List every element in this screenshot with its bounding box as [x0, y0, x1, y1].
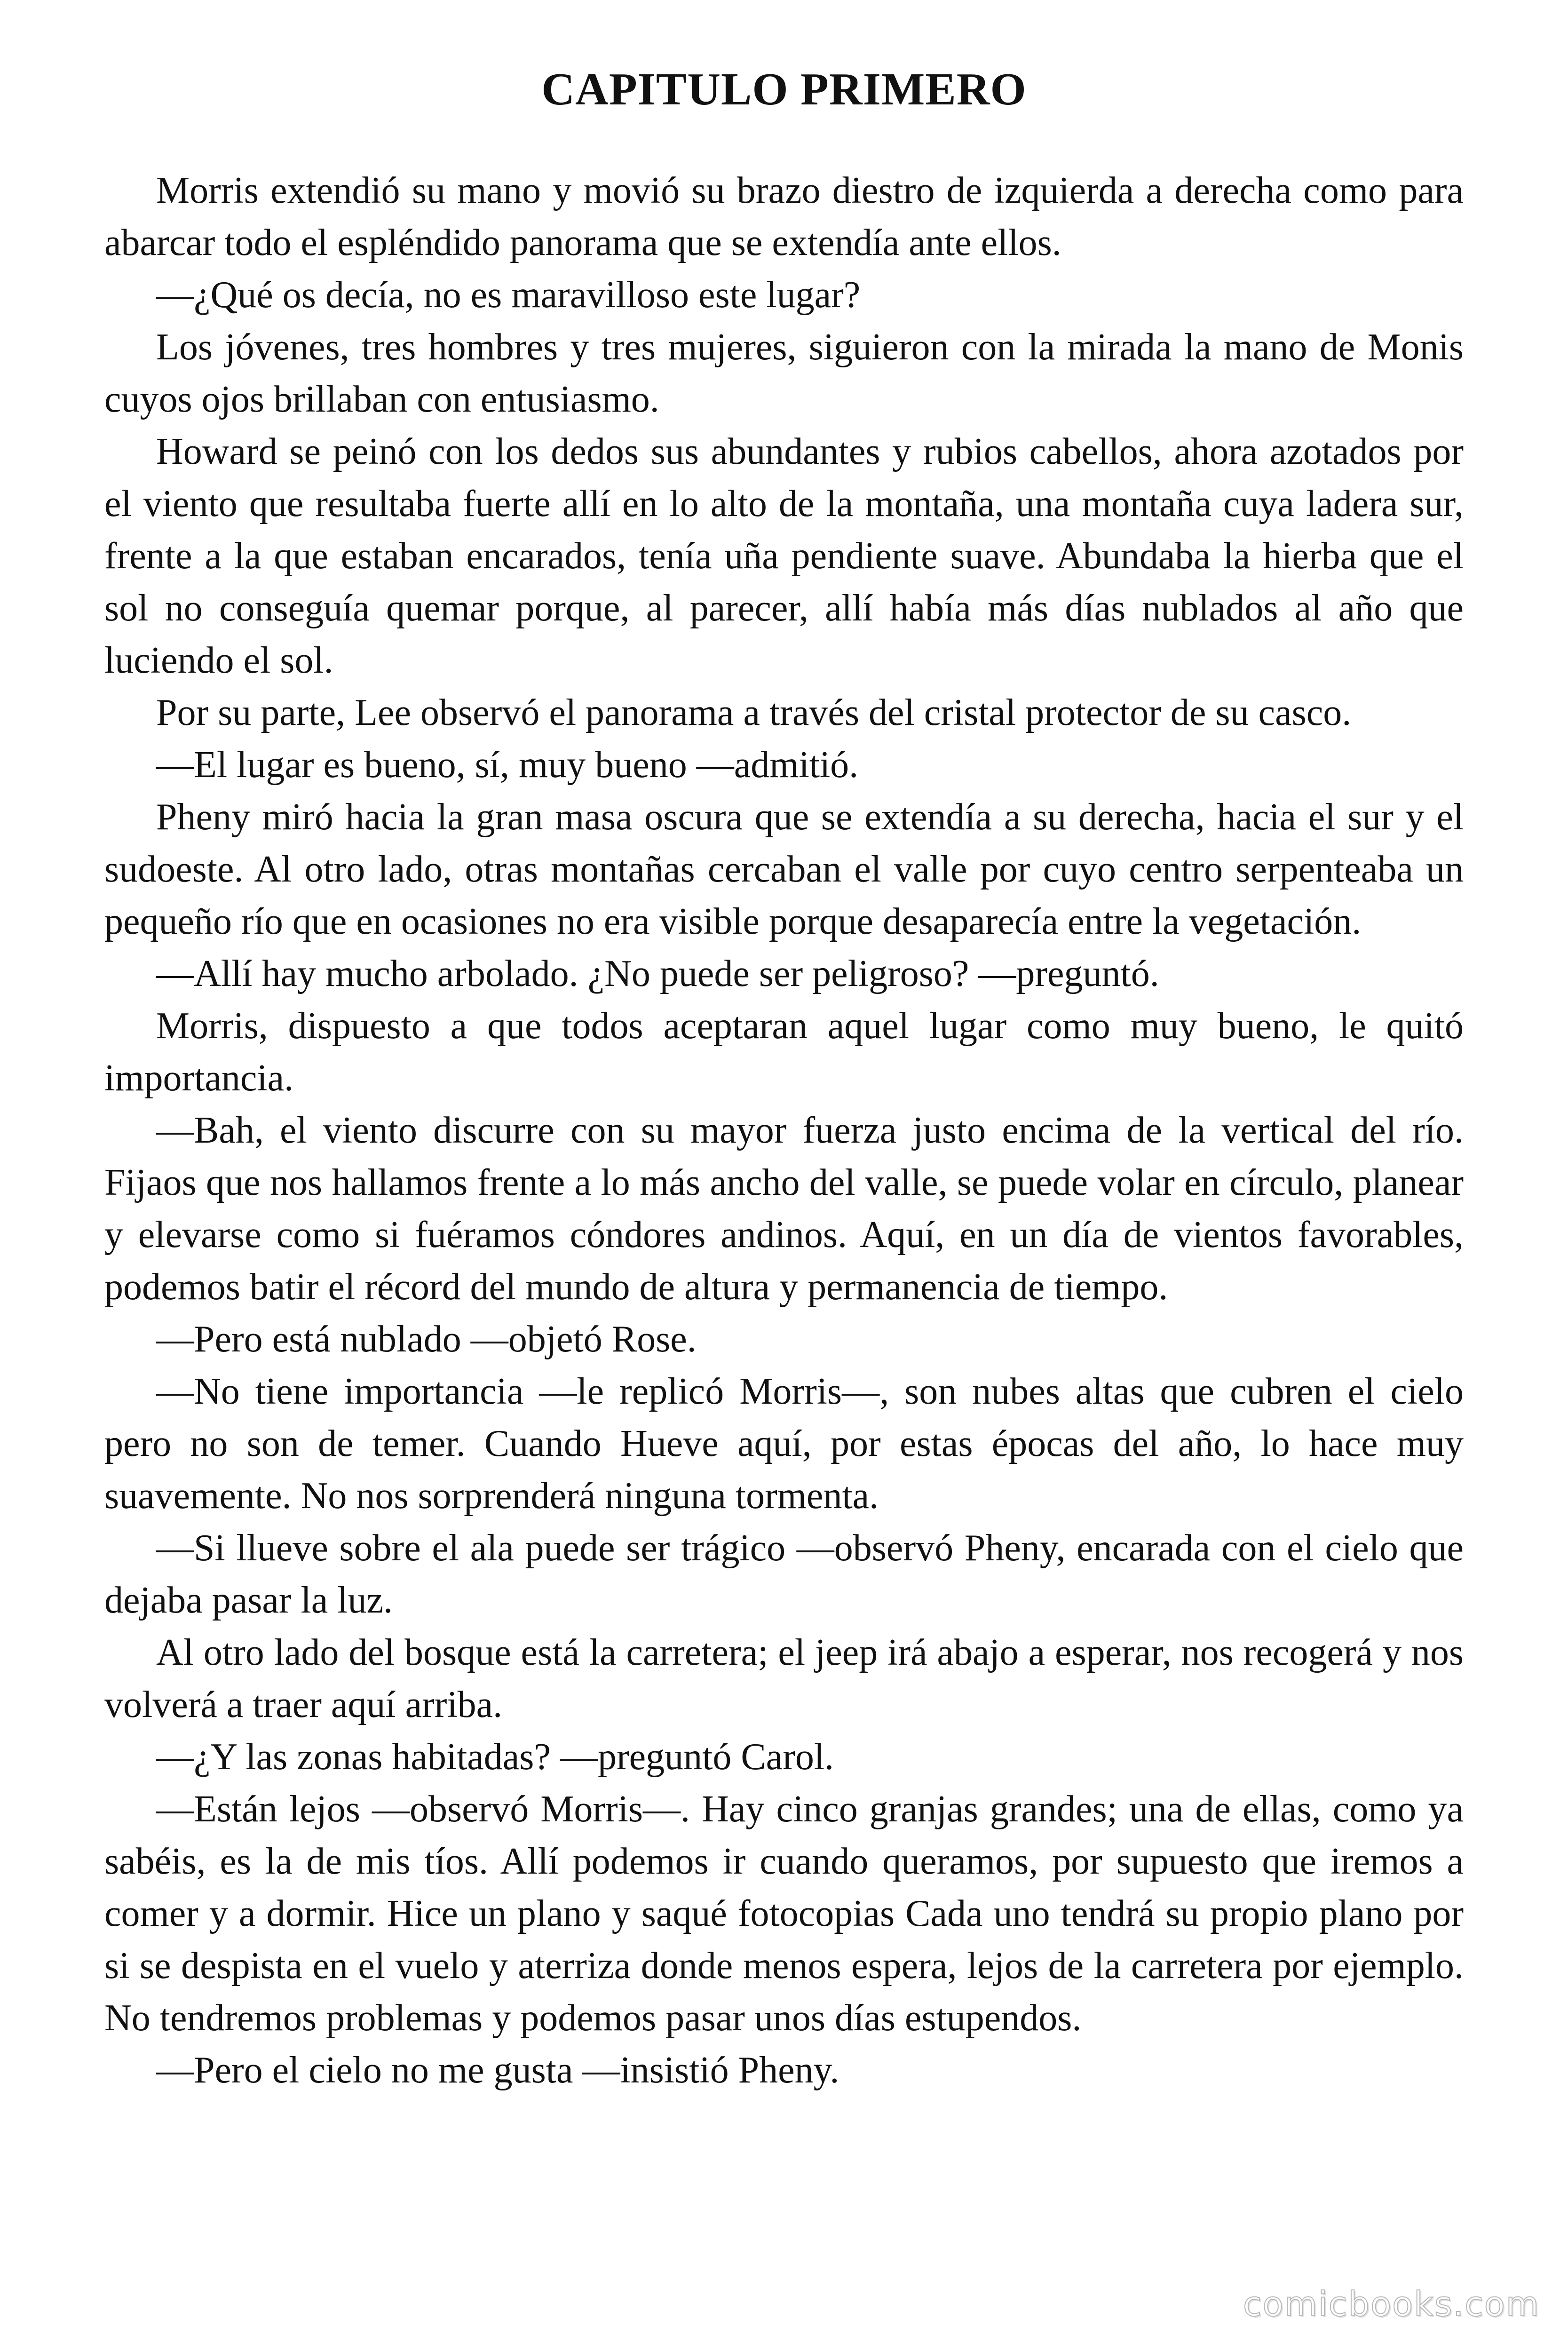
paragraph: —Pero el cielo no me gusta —insistió Pheny.	[156, 2050, 839, 2091]
paragraph: —¿Y las zonas habitadas? —preguntó Carol.	[156, 1736, 834, 1778]
paragraph: —¿Qué os decía, no es maravilloso este lugar?	[156, 274, 861, 316]
paragraph: —Pero está nublado —objetó Rose.	[156, 1319, 697, 1360]
chapter-title: CAPITULO PRIMERO	[541, 64, 1027, 115]
paragraph: Morris extendió su mano y movió su brazo diestro de izquierda a derecha como para abarcar todo el espléndido panorama que se extendía ante ellos.	[104, 170, 1464, 263]
paragraph: —El lugar es bueno, sí, muy bueno —admitió.	[156, 744, 859, 786]
body-text	[104, 165, 1464, 2097]
page	[104, 61, 1464, 2097]
paragraph: Pheny miró hacia la gran masa oscura que se extendía a su derecha, hacia el sur y el sudoeste. Al otro lado, otras montañas cercaban el valle por cuyo centro serpenteaba un pequeño río que en ocasiones no era visible porque desaparecía entre la vegetación.	[104, 796, 1464, 942]
paragraph: —No tiene importancia —le replicó Morris—, son nubes altas que cubren el cielo pero no son de temer. Cuando Hueve aquí, por estas épocas del año, lo hace muy suavemente. No nos sorprenderá ninguna tormenta.	[104, 1371, 1464, 1517]
watermark: comicbooks.com	[1243, 2284, 1540, 2324]
paragraph: Al otro lado del bosque está la carretera; el jeep irá abajo a esperar, nos recogerá y nos volverá a traer aquí arriba.	[104, 1632, 1464, 1725]
paragraph: Morris, dispuesto a que todos aceptaran aquel lugar como muy bueno, le quitó importancia.	[104, 1005, 1464, 1099]
paragraph: Howard se peinó con los dedos sus abundantes y rubios cabellos, ahora azotados por el viento que resultaba fuerte allí en lo alto de la montaña, una montaña cuya ladera sur, frente a la que estaban encarados, tenía uña pendiente suave. Abundaba la hierba que el sol no conseguía quemar porque, al parecer, allí había más días nublados al año que luciendo el sol.	[104, 431, 1464, 681]
paragraph: —Allí hay mucho arbolado. ¿No puede ser peligroso? —preguntó.	[156, 953, 1159, 994]
paragraph: —Bah, el viento discurre con su mayor fuerza justo encima de la vertical del río. Fijaos que nos hallamos frente a lo más ancho del valle, se puede volar en círculo, planear y elevarse como si fuéramos cóndores andinos. Aquí, en un día de vientos favorables, podemos batir el récord del mundo de altura y permanencia de tiempo.	[104, 1110, 1464, 1308]
paragraph: —Están lejos —observó Morris—. Hay cinco granjas grandes; una de ellas, como ya sabéis, es la de mis tíos. Allí podemos ir cuando queramos, por supuesto que iremos a comer y a dormir. Hice un plano y saqué fotocopias Cada uno tendrá su propio plano por si se despista en el vuelo y aterriza donde menos espera, lejos de la carretera por ejemplo. No tendremos problemas y podemos pasar unos días estupendos.	[104, 1788, 1464, 2039]
paragraph: Por su parte, Lee observó el panorama a través del cristal protector de su casco.	[156, 692, 1352, 733]
paragraph: —Si llueve sobre el ala puede ser trágico —observó Pheny, encarada con el cielo que dejaba pasar la luz.	[104, 1527, 1464, 1621]
paragraph: Los jóvenes, tres hombres y tres mujeres, siguieron con la mirada la mano de Monis cuyos ojos brillaban con entusiasmo.	[104, 326, 1464, 420]
